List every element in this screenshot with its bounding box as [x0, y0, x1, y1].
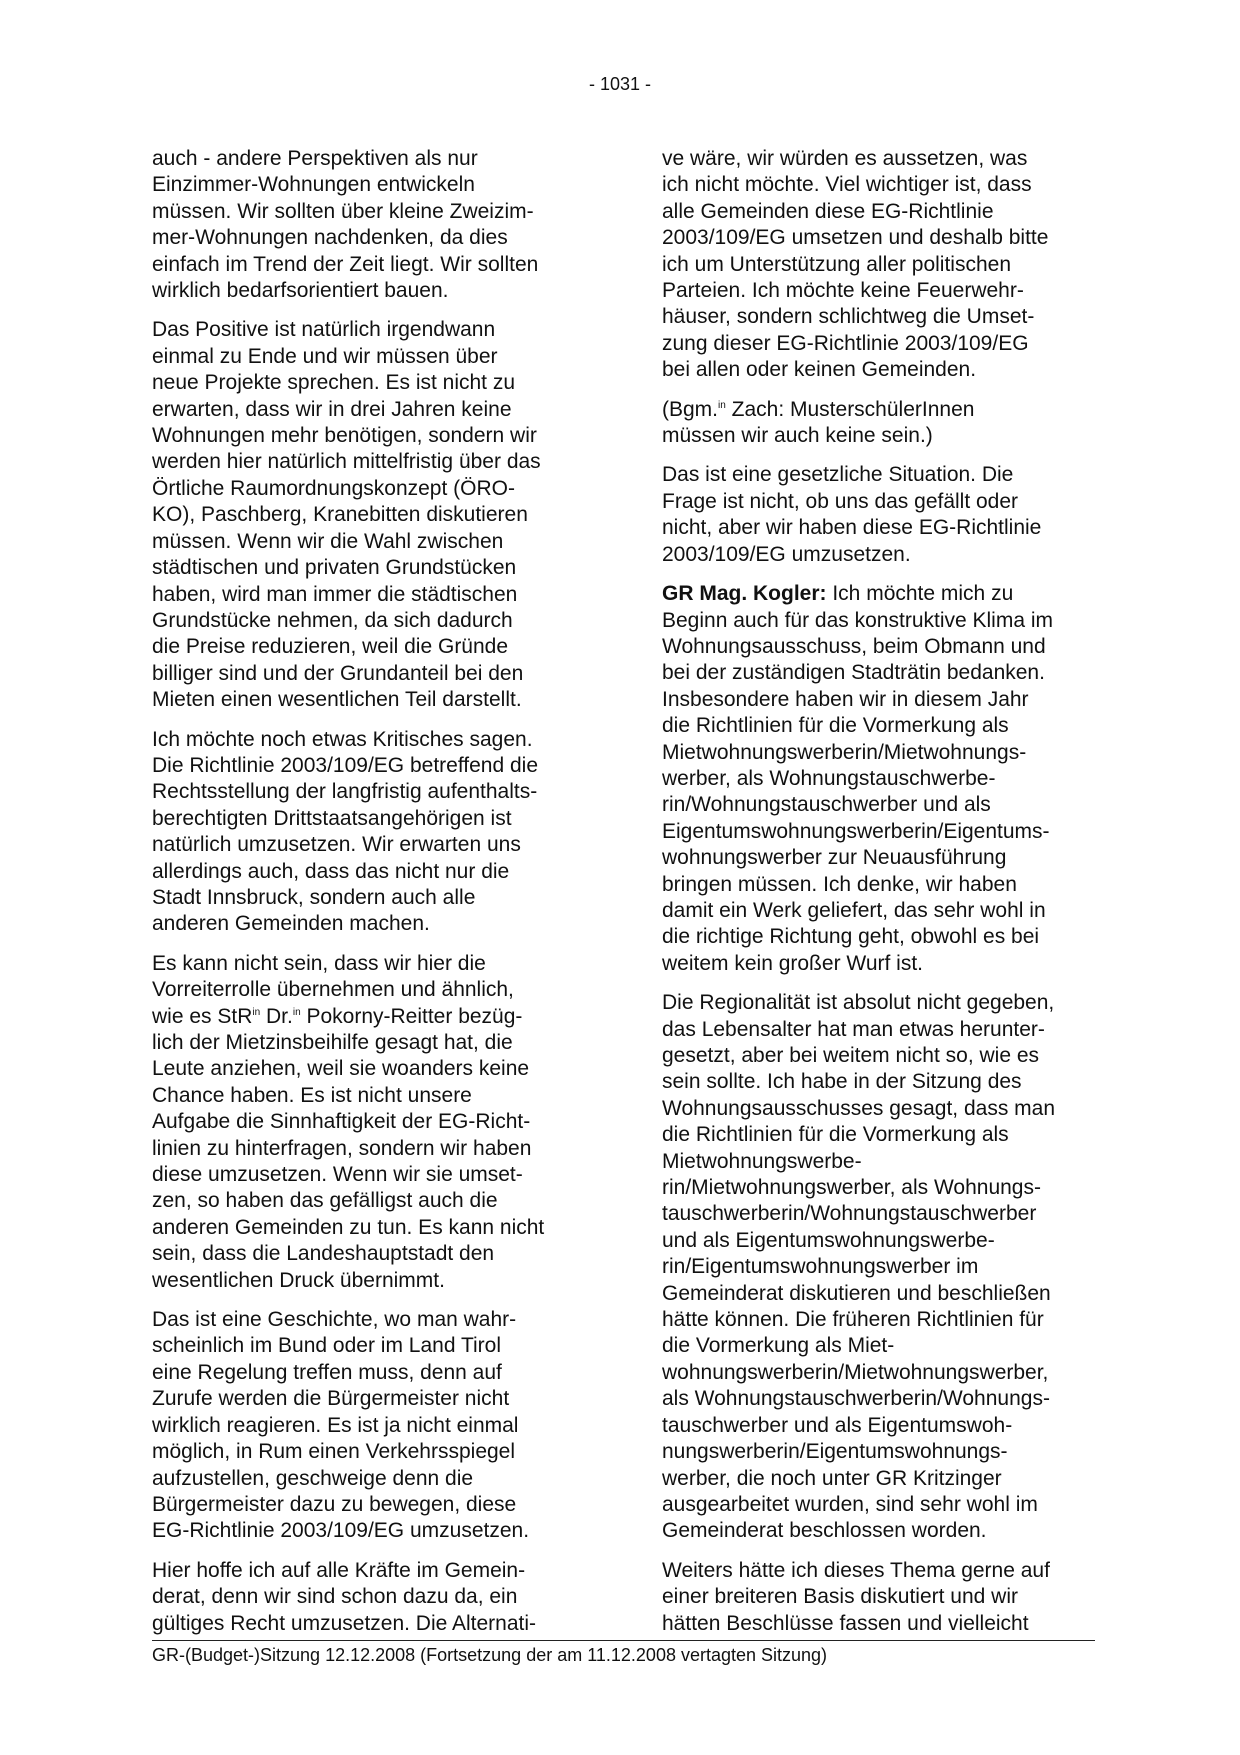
- paragraph: [152, 951, 592, 1294]
- text-span: (Bgm.: [662, 397, 719, 421]
- text-span: Zach: MusterschülerInnen müssen wir auch keine sein.): [662, 397, 975, 448]
- paragraph: auch - andere Perspektiven als nur Einzimmer-Wohnungen entwickeln müssen. Wir sollten über kleine Zweizim- mer-Wohnungen nachdenken, da dies einfach im Trend der Zeit liegt. Wir sollten wirklich bedarfsorientiert bauen.: [152, 147, 539, 303]
- text-span: Ich möchte mich zu Beginn auch für das konstruktive Klima im Wohnungsausschuss, beim Obmann und bei der zuständigen Stadträtin bedanken. Insbesondere haben wir in diesem Jahr die Richtlinien für die Vormerkung als Mietwohnungswerberin/Mietwohnungs- werber, als Wohnungstauschwerbe- rin/Wohnungstauschwerber und als Eigentumswohnungswerberin/Eigentums- wohnungswerber zur Neuausführung bringen müssen. Ich denke, wir haben damit ein Werk geliefert, das sehr wohl in die richtige Richtung geht, obwohl es bei weitem kein großer Wurf ist.: [662, 582, 1054, 975]
- text-span: Dr.: [260, 1004, 293, 1028]
- superscript: in: [252, 1006, 261, 1018]
- speaker-name: GR Mag. Kogler:: [662, 582, 827, 606]
- paragraph: Ich möchte noch etwas Kritisches sagen. Die Richtlinie 2003/109/EG betreffend die Rechtsstellung der langfristig aufenthalts- berechtigten Drittstaatsangehörigen ist natürlich umzusetzen. Wir erwarten uns allerdings auch, dass das nicht nur die Stadt Innsbruck, sondern auch alle anderen Gemeinden machen.: [152, 727, 539, 936]
- footer: GR-(Budget-)Sitzung 12.12.2008 (Fortsetzung der am 11.12.2008 vertagten Sitzung): [152, 1645, 828, 1665]
- footer-divider: [152, 1640, 1095, 1641]
- paragraph: [662, 581, 1104, 977]
- paragraph: Hier hoffe ich auf alle Kräfte im Gemein- derat, denn wir sind schon dazu da, ein gültiges Recht umzusetzen. Die Alternati-: [152, 1558, 537, 1635]
- left-column: [152, 146, 592, 1650]
- right-column: [662, 146, 1104, 1650]
- paragraph: Das ist eine gesetzliche Situation. Die Frage ist nicht, ob uns das gefällt oder nicht, aber wir haben diese EG-Richtlinie 2003/109/EG umzusetzen.: [662, 463, 1042, 566]
- page-number: - 1031 -: [588, 74, 652, 94]
- paragraph: Die Regionalität ist absolut nicht gegeben, das Lebensalter hat man etwas herunter- gesetzt, aber bei weitem nicht so, wie es sein sollte. Ich habe in der Sitzung des Wohnungsausschusses gesagt, dass man die Richtlinien für die Vormerkung als Mietwohnungswerbe- rin/Mietwohnungswerber, als Wohnungs- tauschwerberin/Wohnungstauschwerber und als Eigentumswohnungswerbe- rin/Eigentumswohnungswerber im Gemeinderat diskutieren und beschließen hätte können. Die früheren Richtlinien für die Vormerkung als Miet- wohnungswerberin/Mietwohnungswerber, als Wohnungstauschwerberin/Wohnungs- tauschwerber und als Eigentumswoh- nungswerberin/Eigentumswohnungs- werber, die noch unter GR Kritzinger ausgearbeitet wurden, sind sehr wohl im Gemeinderat beschlossen worden.: [662, 991, 1056, 1543]
- paragraph: Das Positive ist natürlich irgendwann einmal zu Ende und wir müssen über neue Projekte sprechen. Es ist nicht zu erwarten, dass wir in drei Jahren keine Wohnungen mehr benötigen, sondern wir werden hier natürlich mittelfristig über das Örtliche Raumordnungskonzept (ÖRO- KO), Paschberg, Kranebitten diskutieren müssen. Wenn wir die Wahl zwischen städtischen und privaten Grundstücken haben, wird man immer die städtischen Grundstücke nehmen, da sich dadurch die Preise reduzieren, weil die Gründe billiger sind und der Grundanteil bei den Mieten einen wesentlichen Teil darstellt.: [152, 318, 541, 712]
- paragraph: Weiters hätte ich dieses Thema gerne auf einer breiteren Basis diskutiert und wir hätten Beschlüsse fassen und vielleicht: [662, 1558, 1050, 1635]
- superscript: in: [292, 1006, 301, 1018]
- superscript: in: [718, 399, 726, 411]
- paragraph: ve wäre, wir würden es aussetzen, was ich nicht möchte. Viel wichtiger ist, dass alle Gemeinden diese EG-Richtlinie 2003/109/EG umsetzen und deshalb bitte ich um Unterstützung aller politischen Parteien. Ich möchte keine Feuerwehr- häuser, sondern schlichtweg die Umset- zung dieser EG-Richtlinie 2003/109/EG bei allen oder keinen Gemeinden.: [662, 147, 1049, 382]
- text-span: Pokorny-Reitter bezüg- lich der Mietzinsbeihilfe gesagt hat, die Leute anziehen, weil sie woanders keine Chance haben. Es ist nicht unsere Aufgabe die Sinnhaftigkeit der EG-Richt- linien zu hinterfragen, sondern wir haben diese umzusetzen. Wenn wir sie umset- zen, so haben das gefälligst auch die anderen Gemeinden zu tun. Es kann nicht sein, dass die Landeshauptstadt den wesentlichen Druck übernimmt.: [152, 1004, 545, 1292]
- text-span: Es kann nicht sein, dass wir hier die Vorreiterrolle übernehmen und ähnlich, wie es StR: [152, 951, 514, 1028]
- paragraph: Das ist eine Geschichte, wo man wahr- scheinlich im Bund oder im Land Tirol eine Regelung treffen muss, denn auf Zurufe werden die Bürgermeister nicht wirklich reagieren. Es ist ja nicht einmal möglich, in Rum einen Verkehrsspiegel aufzustellen, geschweige denn die Bürgermeister dazu zu bewegen, diese EG-Richtlinie 2003/109/EG umzusetzen.: [152, 1308, 530, 1543]
- interjection: [662, 397, 1104, 450]
